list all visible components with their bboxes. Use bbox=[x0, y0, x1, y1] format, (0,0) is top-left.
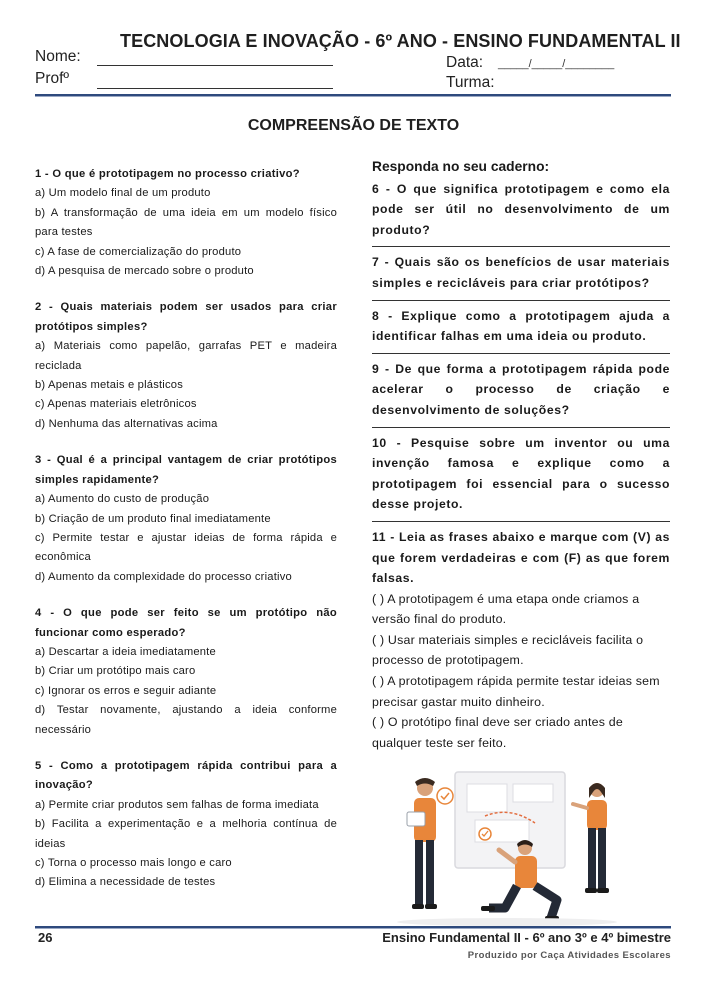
option: a) Aumento do custo de produção bbox=[35, 493, 210, 506]
option: d) A pesquisa de mercado sobre o produto bbox=[35, 265, 254, 278]
question-text: 3 - Qual é a principal vantagem de criar protótipos simples rapidamente? bbox=[35, 454, 337, 486]
open-question: 9 - De que forma a prototipagem rápida pode acelerar o processo de criação e desenvolvimento de soluções? bbox=[372, 361, 670, 417]
question-block bbox=[35, 757, 337, 893]
answer-line[interactable] bbox=[372, 515, 670, 522]
option: d) Nenhuma das alternativas acima bbox=[35, 417, 218, 430]
instructions-heading: Responda no seu caderno: bbox=[372, 159, 550, 174]
footer-credit: Produzido por Caça Atividades Escolares bbox=[467, 950, 671, 961]
option: d) Aumento da complexidade do processo criativo bbox=[35, 570, 292, 583]
option: a) Descartar a ideia imediatamente bbox=[35, 645, 216, 658]
page-number: 26 bbox=[38, 930, 53, 945]
header-divider bbox=[35, 94, 671, 97]
class-label: Turma: bbox=[446, 74, 495, 91]
date-field[interactable]: _____/_____/________ bbox=[498, 58, 615, 70]
question-block bbox=[35, 604, 337, 740]
answer-line[interactable] bbox=[372, 347, 670, 354]
answer-line[interactable] bbox=[372, 294, 670, 301]
question-text: 1 - O que é prototipagem no processo criativo? bbox=[35, 168, 300, 180]
question-block bbox=[35, 298, 337, 434]
check-icon bbox=[437, 788, 453, 804]
open-questions-column bbox=[372, 157, 670, 753]
true-false-item: ( ) A prototipagem rápida permite testar ideias sem precisar gastar muito dinheiro. bbox=[372, 674, 660, 709]
open-question: 7 - Quais são os benefícios de usar materiais simples e recicláveis para criar protótipos? bbox=[372, 255, 670, 290]
question-text: 2 - Quais materiais podem ser usados para criar protótipos simples? bbox=[35, 301, 337, 333]
question-block bbox=[35, 451, 337, 587]
teacher-field[interactable] bbox=[97, 88, 333, 89]
board-card bbox=[467, 784, 507, 812]
footer-text: Ensino Fundamental II - 6º ano 3º e 4º bimestre bbox=[382, 930, 671, 945]
board-card bbox=[513, 784, 553, 802]
true-false-item: ( ) A prototipagem é uma etapa onde criamos a versão final do produto. bbox=[372, 591, 640, 627]
option: c) Apenas materiais eletrônicos bbox=[35, 398, 197, 411]
option: a) Permite criar produtos sem falhas de forma imediata bbox=[35, 798, 319, 811]
option: b) Facilita a experimentação e a melhoria contínua de ideias bbox=[35, 818, 337, 850]
option: c) A fase de comercialização do produto bbox=[35, 245, 242, 258]
name-label: Nome: bbox=[35, 48, 81, 65]
section-title: COMPREENSÃO DE TEXTO bbox=[247, 117, 460, 134]
option: d) Elimina a necessidade de testes bbox=[35, 876, 216, 889]
name-field[interactable] bbox=[97, 65, 333, 66]
footer-divider bbox=[35, 926, 671, 929]
option: a) Um modelo final de um produto bbox=[35, 187, 211, 200]
answer-line[interactable] bbox=[372, 421, 670, 428]
option: b) Criação de um produto final imediatamente bbox=[35, 512, 271, 525]
open-question: 10 - Pesquise sobre um inventor ou uma invenção famosa e explique como a prototipagem foi essencial para o sucesso desse projeto. bbox=[372, 435, 670, 512]
open-question: 8 - Explique como a prototipagem ajuda a identificar falhas em uma ideia ou produto. bbox=[372, 308, 670, 344]
option: c) Ignorar os erros e seguir adiante bbox=[35, 684, 217, 697]
option: b) A transformação de uma ideia em um modelo físico para testes bbox=[35, 206, 337, 239]
option: b) Apenas metais e plásticos bbox=[35, 379, 184, 392]
teacher-label: Profº bbox=[35, 70, 70, 87]
person-body bbox=[587, 800, 607, 830]
true-false-item: ( ) O protótipo final deve ser criado antes de qualquer teste ser feito. bbox=[372, 715, 623, 750]
person-body bbox=[515, 856, 537, 888]
question-block bbox=[35, 165, 337, 281]
question-text: 4 - O que pode ser feito se um protótipo não funcionar como esperado? bbox=[35, 607, 337, 639]
option: a) Materiais como papelão, garrafas PET e madeira reciclada bbox=[35, 340, 337, 372]
question-text: 5 - Como a prototipagem rápida contribui para a inovação? bbox=[35, 759, 337, 792]
option: c) Permite testar e ajustar ideias de forma rápida e econômica bbox=[35, 531, 337, 564]
option: d) Testar novamente, ajustando a ideia conforme necessário bbox=[35, 704, 337, 736]
true-false-item: ( ) Usar materiais simples e recicláveis facilita o processo de prototipagem. bbox=[372, 632, 644, 668]
answer-line[interactable] bbox=[372, 240, 670, 247]
option: c) Torna o processo mais longo e caro bbox=[35, 857, 232, 869]
option: b) Criar um protótipo mais caro bbox=[35, 665, 196, 678]
open-question: 6 - O que significa prototipagem e como ela pode ser útil no desenvolvimento de um produto? bbox=[372, 181, 670, 237]
true-false-question: 11 - Leia as frases abaixo e marque com (V) as que forem verdadeiras e com (F) as que forem falsas. bbox=[372, 529, 670, 586]
multiple-choice-column bbox=[35, 165, 337, 893]
page-title: TECNOLOGIA E INOVAÇÃO - 6º ANO - ENSINO FUNDAMENTAL II bbox=[120, 31, 681, 51]
date-label: Data: bbox=[446, 54, 484, 71]
prototyping-team-illustration bbox=[385, 768, 625, 928]
